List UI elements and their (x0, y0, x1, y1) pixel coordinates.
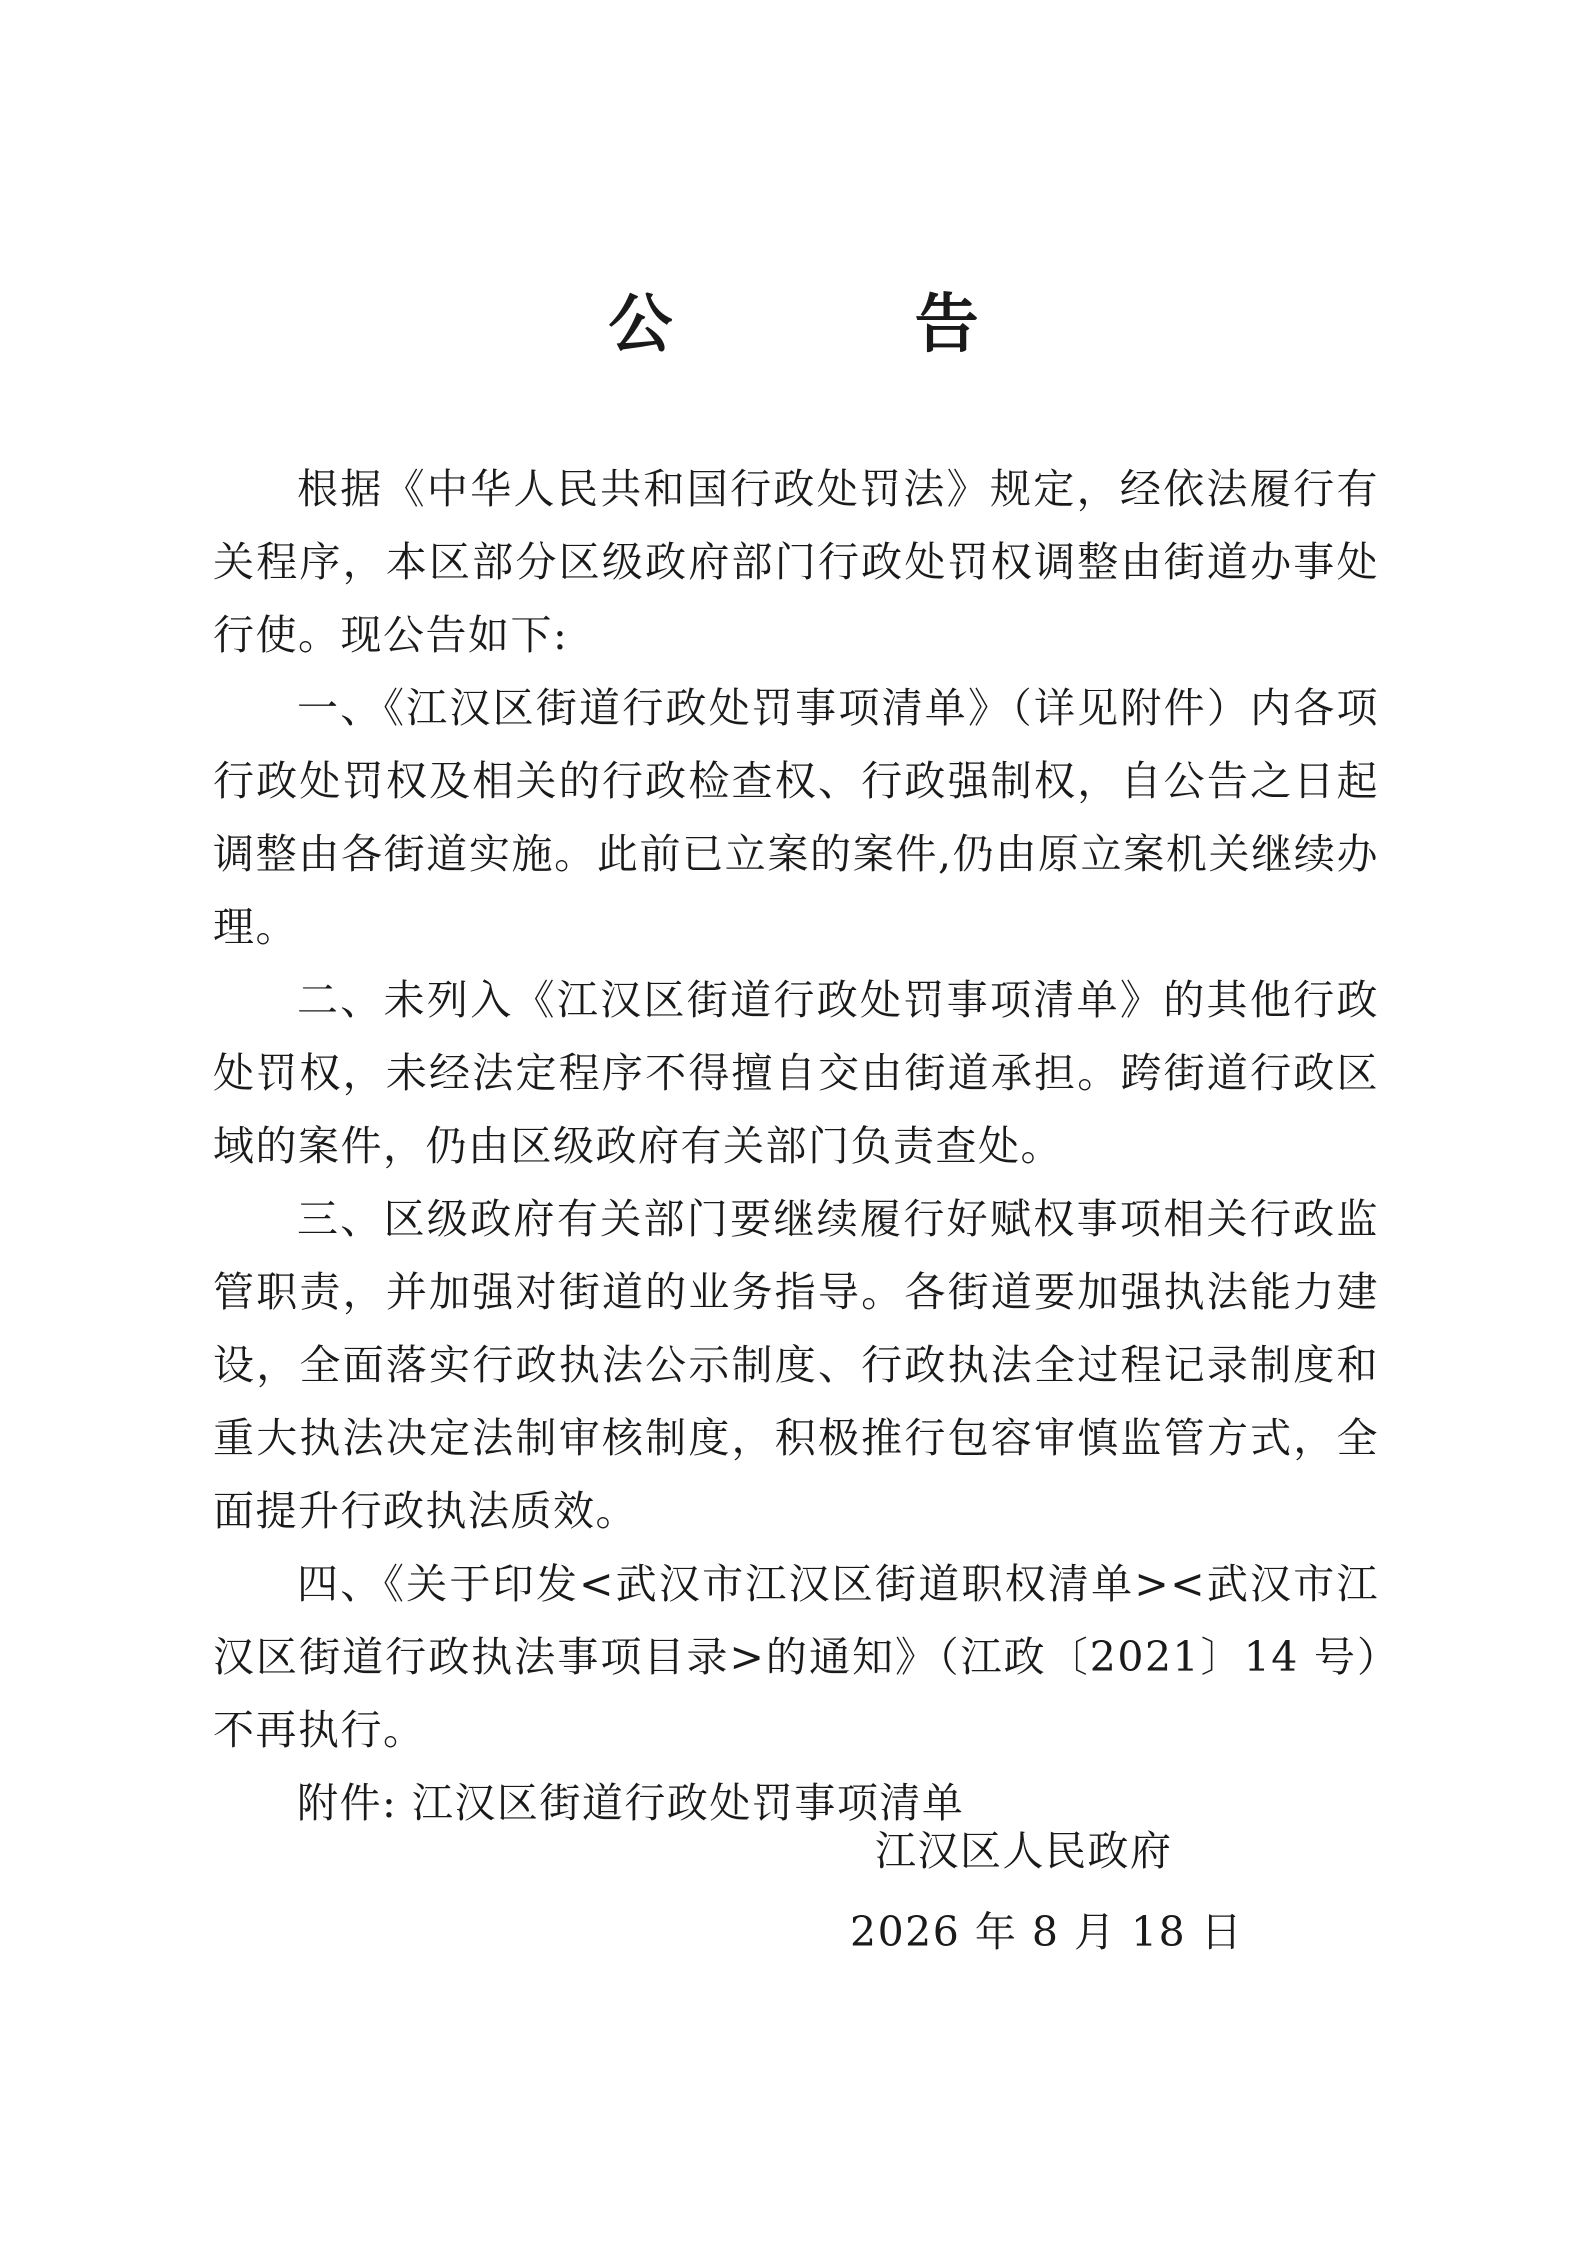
paragraph-item-3: 三、区级政府有关部门要继续履行好赋权事项相关行政监管职责，并加强对街道的业务指导。各街道要加强执法能力建设，全面落实行政执法公示制度、行政执法全过程记录制度和重大执法决定法制审核制度，积极推行包容审慎监管方式，全面提升行政执法质效。 (213, 1195, 1379, 1535)
paragraph-intro: 根据《中华人民共和国行政处罚法》规定，经依法履行有关程序，本区部分区级政府部门行政处罚权调整由街道办事处行使。现公告如下: (213, 465, 1379, 659)
paragraph-item-4: 四、《关于印发<武汉市江汉区街道职权清单><武汉市江汉区街道行政执法事项目录>的通知》（江政〔2021〕14 号）不再执行。 (213, 1560, 1379, 1754)
paragraph-item-1: 一、《江汉区街道行政处罚事项清单》（详见附件）内各项行政处罚权及相关的行政检查权、行政强制权，自公告之日起调整由各街道实施。此前已立案的案件,仍由原立案机关继续办理。 (213, 684, 1379, 951)
document-body (213, 453, 1379, 1840)
document-title: 公 告 (608, 287, 1089, 362)
paragraph-item-2: 二、未列入《江汉区街道行政处罚事项清单》的其他行政处罚权，未经法定程序不得擅自交由街道承担。跨街道行政区域的案件，仍由区级政府有关部门负责查处。 (213, 976, 1379, 1170)
attachment-line: 附件: 江汉区街道行政处罚事项清单 (297, 1779, 965, 1827)
signature-organization: 江汉区人民政府 (875, 1827, 1173, 1875)
signature-date: 2026 年 8 月 18 日 (850, 1908, 1244, 1956)
signature-block (800, 1815, 1360, 1969)
